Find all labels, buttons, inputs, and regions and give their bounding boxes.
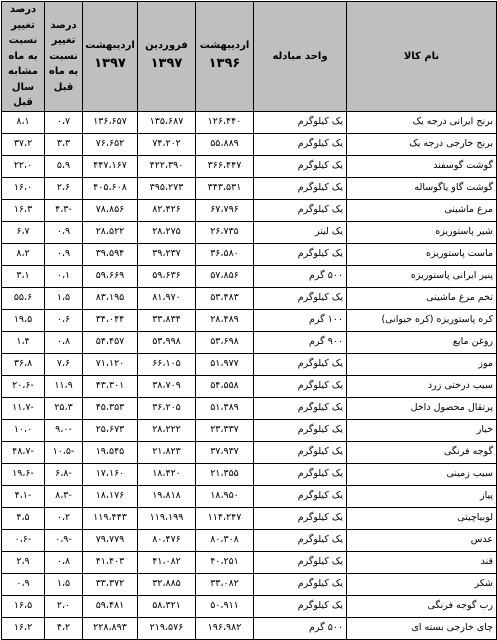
price-ordibehesht-1397-cell: ۴۴۷،۱۶۷ [83,155,138,177]
unit-cell: یک کیلوگرم [254,485,347,507]
table-row [2,155,497,177]
table-row [2,485,497,507]
price-ordibehesht-1397-cell: ۳۹،۵۹۴ [83,243,138,265]
price-farvardin-1397-cell: ۵۸،۳۲۱ [138,595,196,617]
change-mom-cell: ۰،۸ [45,331,83,353]
change-yoy-cell: ۱۰،۰ [2,419,45,441]
price-farvardin-1397-cell: ۱۹،۸۱۸ [138,485,196,507]
header-farvardin-1397 [138,2,196,112]
price-1396-cell: ۳۴۳،۵۳۱ [196,177,254,199]
unit-cell: یک کیلوگرم [254,199,347,221]
price-1396-cell: ۱۲۶،۴۴۰ [196,111,254,133]
change-yoy-cell: ۰،۹ [2,573,45,595]
change-mom-cell: ۱،۵ [45,287,83,309]
price-farvardin-1397-cell: ۳۹،۲۳۷ [138,243,196,265]
price-1396-cell: ۲۸،۴۸۹ [196,309,254,331]
change-yoy-cell: ۲،۹ [2,551,45,573]
price-1396-cell: ۵۱،۹۷۷ [196,353,254,375]
item-name-cell: کره پاستوریزه (کره حیوانی) [347,309,497,331]
price-comparison-table [1,1,497,640]
table-row [2,111,497,133]
price-ordibehesht-1397-cell: ۲۲۸،۸۹۳ [83,617,138,639]
table-row [2,375,497,397]
header-year-label: ۱۳۹۶ [208,55,241,71]
item-name-cell: برنج خارجی درجه یک [347,133,497,155]
price-farvardin-1397-cell: ۱۸،۴۲۰ [138,463,196,485]
price-ordibehesht-1397-cell: ۴۵،۳۵۳ [83,397,138,419]
change-yoy-cell: ۶،۷ [2,221,45,243]
change-yoy-cell: ۱۶،۲ [2,617,45,639]
price-1396-cell: ۵۴،۵۵۸ [196,375,254,397]
unit-cell: یک کیلوگرم [254,375,347,397]
price-1396-cell: ۳۶،۵۸۰ [196,243,254,265]
price-farvardin-1397-cell: ۳۶،۲۰۵ [138,397,196,419]
unit-cell: ۵۰۰ گرم [254,617,347,639]
price-1396-cell: ۵۵،۸۸۹ [196,133,254,155]
unit-cell: یک کیلوگرم [254,177,347,199]
table-row [2,617,497,639]
price-1396-cell: ۵۷،۸۵۶ [196,265,254,287]
table-row [2,573,497,595]
item-name-cell: چای خارجی بسته ای [347,617,497,639]
price-ordibehesht-1397-cell: ۴۳،۳۰۱ [83,375,138,397]
price-farvardin-1397-cell: ۲۸،۲۷۵ [138,221,196,243]
price-1396-cell: ۸۰،۳۰۸ [196,529,254,551]
unit-cell: یک کیلوگرم [254,507,347,529]
price-farvardin-1397-cell: ۱۱۹،۱۹۹ [138,507,196,529]
change-mom-cell: -۰،۹ [45,529,83,551]
change-mom-cell: ۰،۱ [45,265,83,287]
price-1396-cell: ۵۱،۳۸۹ [196,397,254,419]
change-yoy-cell: ۳،۱ [2,265,45,287]
table-row [2,595,497,617]
item-name-cell: برنج ایرانی درجه یک [347,111,497,133]
unit-cell: یک کیلوگرم [254,243,347,265]
change-mom-cell: ۷،۶ [45,353,83,375]
change-yoy-cell: ۱۶،۵ [2,595,45,617]
table-row [2,441,497,463]
price-ordibehesht-1397-cell: ۵۴،۴۵۷ [83,331,138,353]
change-yoy-cell: -۴،۱ [2,485,45,507]
header-month-label: اردیبهشت [199,40,250,52]
price-ordibehesht-1397-cell: ۱۹،۵۴۵ [83,441,138,463]
price-1396-cell: ۶۷،۷۹۶ [196,199,254,221]
table-row [2,221,497,243]
table-row [2,177,497,199]
header-month-label: فروردین [145,40,188,52]
change-mom-cell: -۱۰،۵ [45,441,83,463]
price-1396-cell: ۵۳،۴۸۳ [196,287,254,309]
item-name-cell: گوشت گوسفند [347,155,497,177]
header-year-label: ۱۳۹۷ [150,55,183,71]
item-name-cell: گوجه فرنگی [347,441,497,463]
item-name-cell: ماست پاستوریزه [347,243,497,265]
unit-cell: یک کیلوگرم [254,287,347,309]
change-yoy-cell: -۴۸،۷ [2,441,45,463]
price-farvardin-1397-cell: ۲۱۹،۵۷۶ [138,617,196,639]
item-name-cell: قند [347,551,497,573]
table-row [2,287,497,309]
change-mom-cell: -۸،۳ [45,485,83,507]
unit-cell: یک کیلوگرم [254,397,347,419]
price-farvardin-1397-cell: ۶۶،۱۰۵ [138,353,196,375]
header-ordibehesht-1396 [196,2,254,112]
item-name-cell: پرتقال محصول داخل [347,397,497,419]
change-mom-cell: ۰،۲ [45,507,83,529]
header-change-mom: درصد تغییر نسبت به ماه قبل [45,2,83,112]
change-mom-cell: ۲،۰ [45,595,83,617]
price-ordibehesht-1397-cell: ۷۱،۱۲۰ [83,353,138,375]
table-row [2,309,497,331]
change-mom-cell: ۴،۲ [45,617,83,639]
price-1396-cell: ۳۷،۹۳۷ [196,441,254,463]
change-mom-cell: ۰،۶ [45,309,83,331]
unit-cell: یک کیلوگرم [254,419,347,441]
table-row [2,133,497,155]
header-item-name: نام کالا [347,2,497,112]
change-mom-cell: ۰،۹ [45,221,83,243]
item-name-cell: موز [347,353,497,375]
unit-cell: یک کیلوگرم [254,353,347,375]
price-ordibehesht-1397-cell: ۷۸،۸۵۶ [83,199,138,221]
price-1396-cell: ۲۳،۳۳۷ [196,419,254,441]
price-ordibehesht-1397-cell: ۱۱۹،۴۴۳ [83,507,138,529]
item-name-cell: مرغ ماشینی [347,199,497,221]
change-mom-cell: ۲،۶ [45,177,83,199]
price-ordibehesht-1397-cell: ۸۳،۱۹۵ [83,287,138,309]
price-farvardin-1397-cell: ۲۱،۸۲۳ [138,441,196,463]
change-yoy-cell: ۳۶،۸ [2,353,45,375]
price-farvardin-1397-cell: ۷۴،۲۰۲ [138,133,196,155]
price-ordibehesht-1397-cell: ۲۵،۶۷۳ [83,419,138,441]
table-row [2,463,497,485]
table-row [2,551,497,573]
table-row [2,507,497,529]
item-name-cell: سیب درختی زرد [347,375,497,397]
price-farvardin-1397-cell: ۸۲،۴۲۶ [138,199,196,221]
table-body [2,111,497,639]
change-mom-cell: -۶،۸ [45,463,83,485]
change-yoy-cell: ۱۶،۰ [2,177,45,199]
change-mom-cell: ۳،۳ [45,133,83,155]
change-yoy-cell: ۲۲،۰ [2,155,45,177]
unit-cell: یک کیلوگرم [254,551,347,573]
item-name-cell: رب گوجه فرنگی [347,595,497,617]
price-ordibehesht-1397-cell: ۷۶،۶۵۲ [83,133,138,155]
item-name-cell: شکر [347,573,497,595]
change-mom-cell: -۹،۰ [45,419,83,441]
change-mom-cell: -۴،۳ [45,199,83,221]
change-mom-cell: ۵،۹ [45,155,83,177]
price-farvardin-1397-cell: ۳۹۵،۲۷۳ [138,177,196,199]
price-1396-cell: ۲۶،۷۳۵ [196,221,254,243]
price-ordibehesht-1397-cell: ۳۴،۰۴۴ [83,309,138,331]
item-name-cell: روغن مایع [347,331,497,353]
change-mom-cell: ۱،۵ [45,573,83,595]
table-row [2,397,497,419]
price-ordibehesht-1397-cell: ۳۳،۳۷۲ [83,573,138,595]
price-farvardin-1397-cell: ۵۹،۶۳۶ [138,265,196,287]
item-name-cell: تخم مرغ ماشینی [347,287,497,309]
unit-cell: یک کیلوگرم [254,573,347,595]
price-farvardin-1397-cell: ۳۳،۸۳۴ [138,309,196,331]
unit-cell: ۵۰۰ گرم [254,265,347,287]
change-yoy-cell: -۱۱،۷ [2,397,45,419]
unit-cell: یک کیلوگرم [254,111,347,133]
price-ordibehesht-1397-cell: ۱۸،۱۷۶ [83,485,138,507]
unit-cell: یک کیلوگرم [254,155,347,177]
table-row [2,243,497,265]
price-farvardin-1397-cell: ۳۲،۸۸۵ [138,573,196,595]
header-change-yoy: درصد تغییر نسبت به ماه مشابه سال قبل [2,2,45,112]
unit-cell: یک کیلوگرم [254,595,347,617]
change-yoy-cell: ۵۵،۶ [2,287,45,309]
change-yoy-cell: ۱۶،۳ [2,199,45,221]
unit-cell: یک کیلوگرم [254,529,347,551]
item-name-cell: گوشت گاو یاگوساله [347,177,497,199]
item-name-cell: سیب زمینی [347,463,497,485]
price-1396-cell: ۱۸،۹۵۰ [196,485,254,507]
change-yoy-cell: ۱۹،۵ [2,309,45,331]
table-row [2,199,497,221]
price-1396-cell: ۱۱۴،۲۴۷ [196,507,254,529]
item-name-cell: شیر پاستوریزه [347,221,497,243]
price-ordibehesht-1397-cell: ۵۹،۶۶۹ [83,265,138,287]
price-1396-cell: ۱۹۶،۹۸۲ [196,617,254,639]
table-row [2,265,497,287]
unit-cell: یک کیلوگرم [254,133,347,155]
header-year-label: ۱۳۹۷ [94,55,126,71]
header-month-label: اردیبهشت [85,40,135,52]
change-yoy-cell: ۳۷،۲ [2,133,45,155]
change-mom-cell: ۰،۸ [45,551,83,573]
price-ordibehesht-1397-cell: ۲۸،۵۲۲ [83,221,138,243]
change-yoy-cell: ۴،۵ [2,507,45,529]
price-ordibehesht-1397-cell: ۱۷،۱۶۰ [83,463,138,485]
change-yoy-cell: -۲۰،۶ [2,375,45,397]
change-mom-cell: ۰،۷ [45,111,83,133]
price-farvardin-1397-cell: ۳۸،۷۰۹ [138,375,196,397]
price-farvardin-1397-cell: ۲۸،۲۲۲ [138,419,196,441]
unit-cell: یک کیلوگرم [254,441,347,463]
item-name-cell: لوبیاچیتی [347,507,497,529]
table-row [2,331,497,353]
change-yoy-cell: ۱،۴ [2,331,45,353]
unit-cell: یک لیتر [254,221,347,243]
change-yoy-cell: -۱۹،۶ [2,463,45,485]
item-name-cell: عدس [347,529,497,551]
header-row [2,2,497,112]
price-ordibehesht-1397-cell: ۱۳۶،۶۵۷ [83,111,138,133]
price-ordibehesht-1397-cell: ۵۹،۴۸۱ [83,595,138,617]
change-yoy-cell: ۸،۲ [2,243,45,265]
table-row [2,419,497,441]
price-1396-cell: ۲۱،۳۵۵ [196,463,254,485]
price-ordibehesht-1397-cell: ۷۹،۷۷۹ [83,529,138,551]
item-name-cell: پنیر ایرانی پاستوریزه [347,265,497,287]
price-ordibehesht-1397-cell: ۴۱،۴۰۳ [83,551,138,573]
price-farvardin-1397-cell: ۱۳۵،۶۸۷ [138,111,196,133]
change-mom-cell: ۰،۹ [45,243,83,265]
price-1396-cell: ۵۳،۶۹۸ [196,331,254,353]
price-farvardin-1397-cell: ۴۲۲،۳۹۰ [138,155,196,177]
item-name-cell: پیاز [347,485,497,507]
change-yoy-cell: -۰،۶ [2,529,45,551]
price-farvardin-1397-cell: ۵۳،۹۹۸ [138,331,196,353]
change-mom-cell: ۱۱،۹ [45,375,83,397]
price-1396-cell: ۳۳،۰۸۲ [196,573,254,595]
header-unit: واحد مبادله [254,2,347,112]
unit-cell: ۹۰۰ گرم [254,331,347,353]
price-1396-cell: ۵۰،۹۱۱ [196,595,254,617]
item-name-cell: خیار [347,419,497,441]
unit-cell: ۱۰۰ گرم [254,309,347,331]
price-farvardin-1397-cell: ۸۱،۹۷۰ [138,287,196,309]
price-1396-cell: ۴۰،۲۵۱ [196,551,254,573]
change-yoy-cell: ۸،۱ [2,111,45,133]
price-farvardin-1397-cell: ۸۰،۴۷۶ [138,529,196,551]
price-farvardin-1397-cell: ۴۱،۰۸۲ [138,551,196,573]
table-row [2,353,497,375]
price-1396-cell: ۳۶۶،۴۴۷ [196,155,254,177]
unit-cell: یک کیلوگرم [254,463,347,485]
header-ordibehesht-1397 [83,2,138,112]
price-ordibehesht-1397-cell: ۴۰۵،۶۰۸ [83,177,138,199]
change-mom-cell: ۲۵،۳ [45,397,83,419]
